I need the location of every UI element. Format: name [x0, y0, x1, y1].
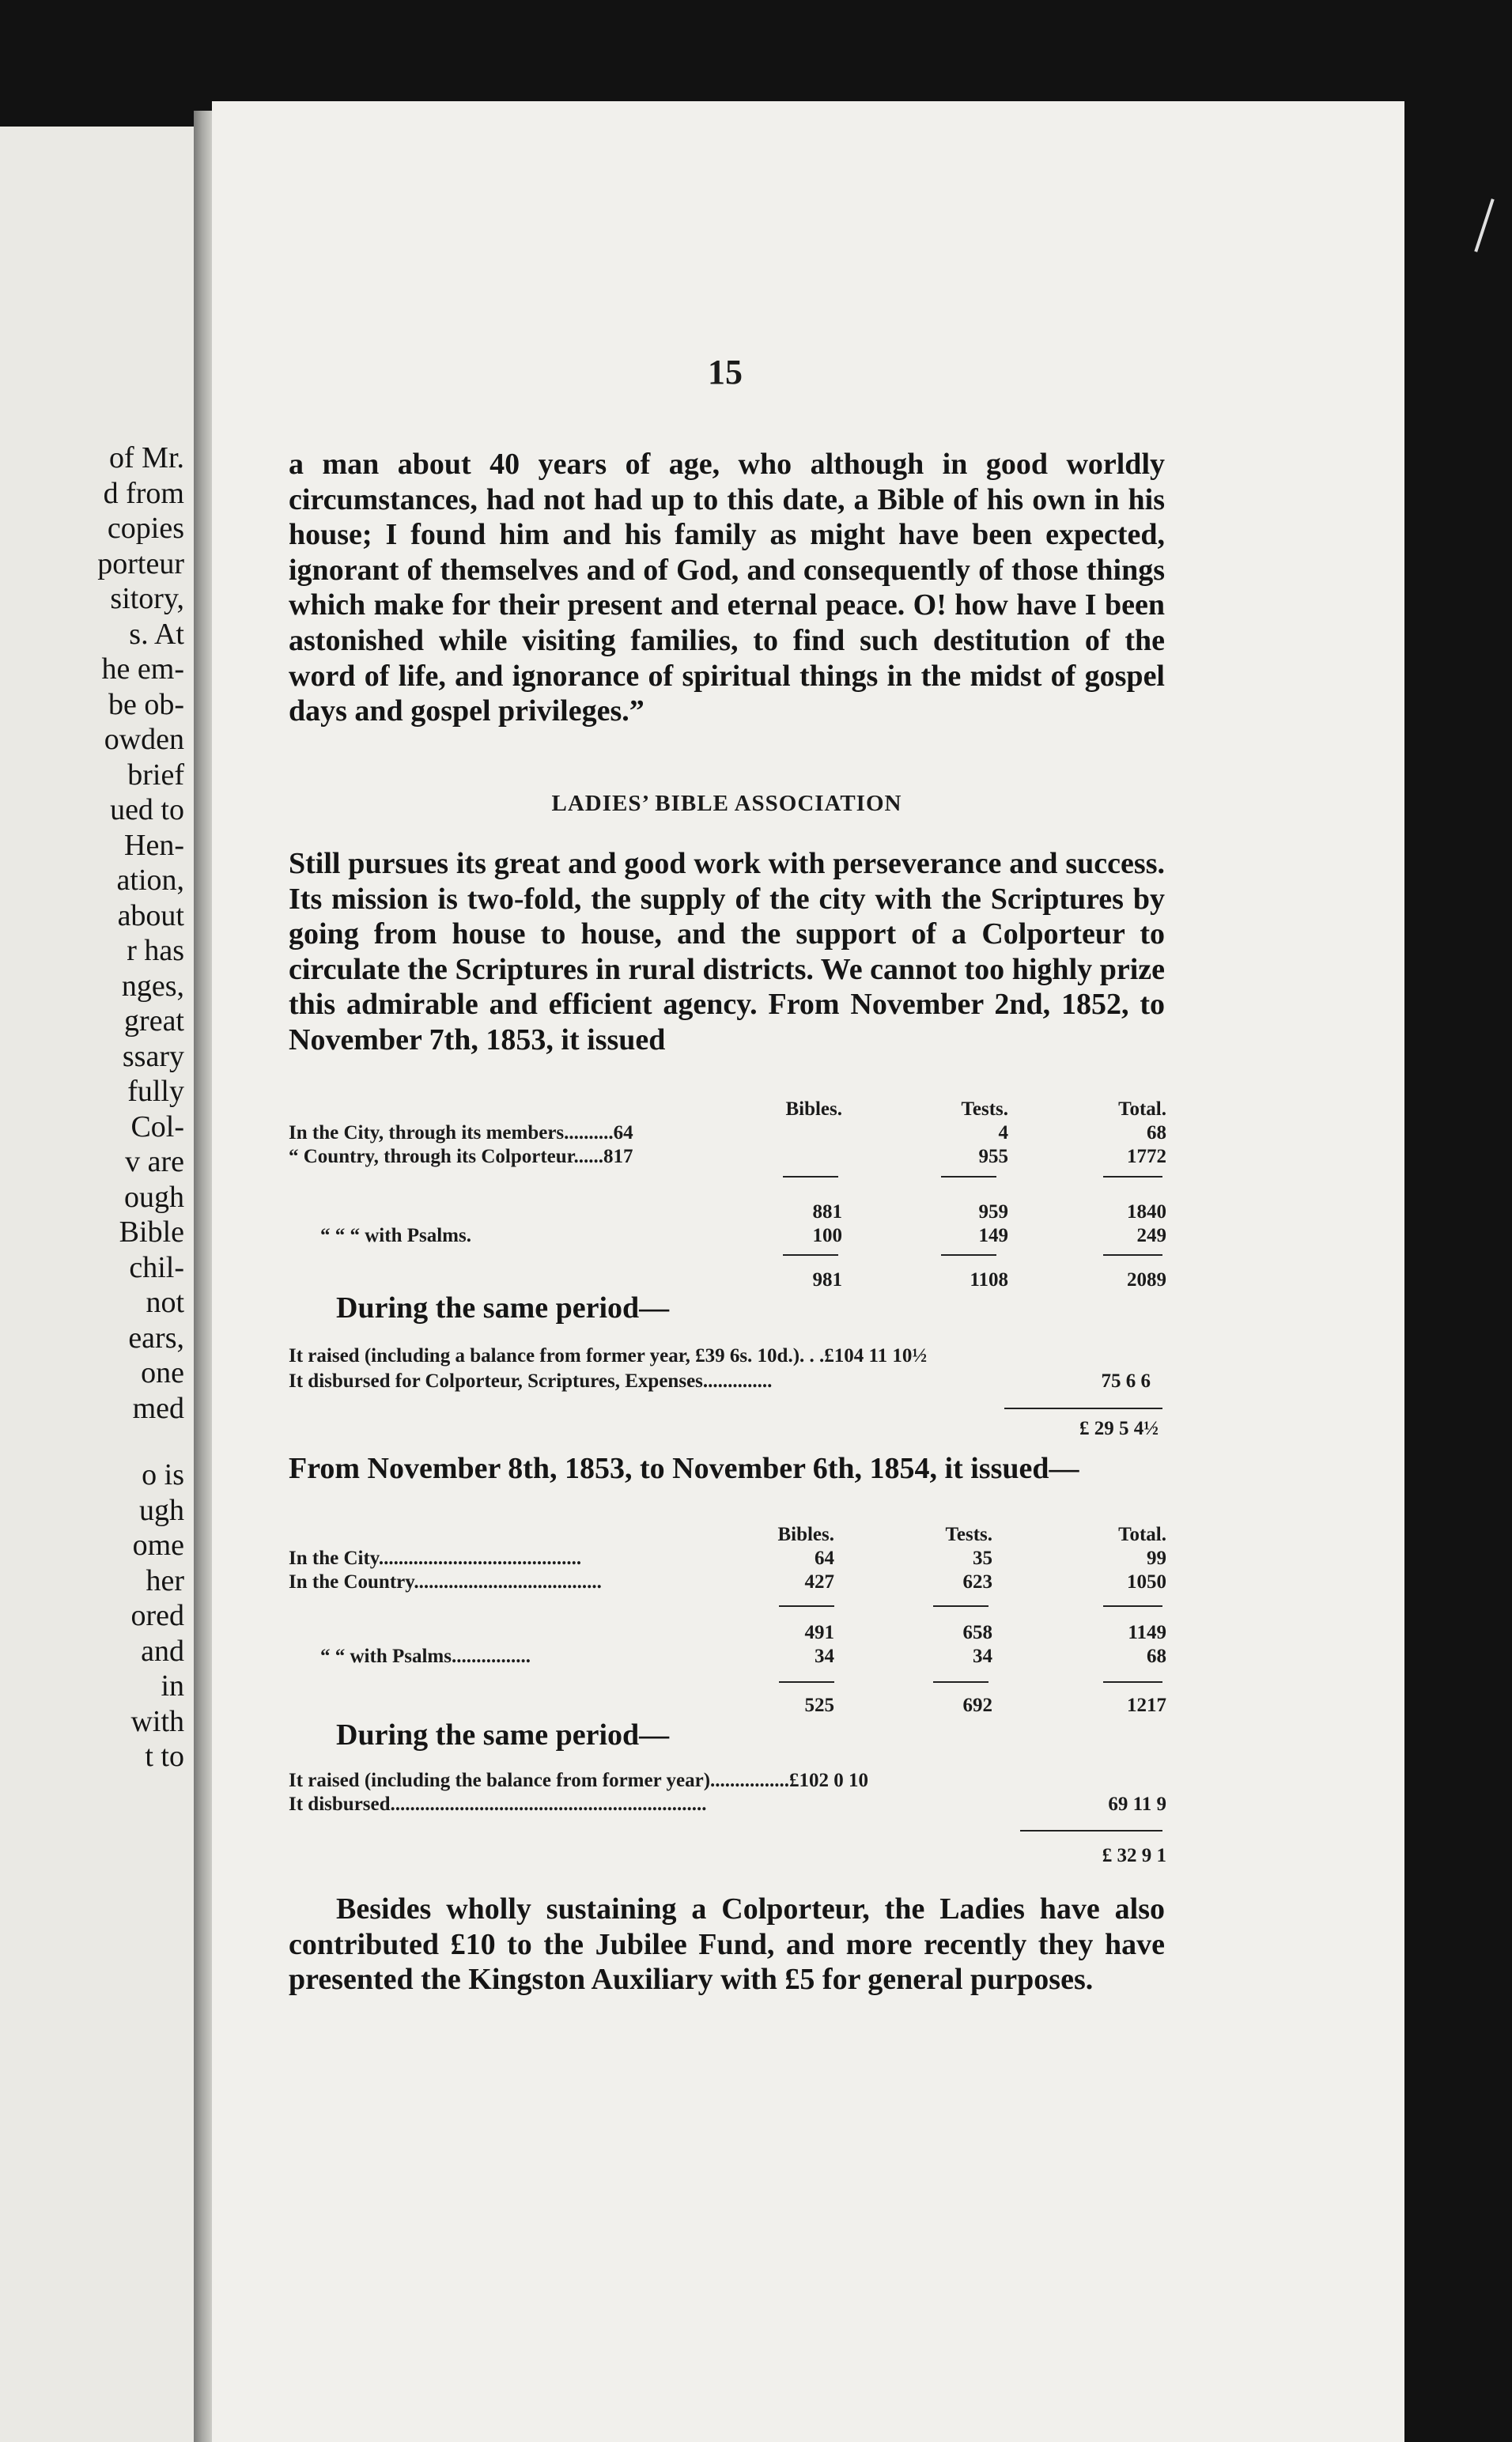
left-page-fragment: t to	[145, 1740, 184, 1773]
period2-paragraph: From November 8th, 1853, to November 6th, 1854, it issued—	[289, 1452, 1079, 1485]
table1-row5-total: 2089	[1127, 1269, 1166, 1291]
table2-rule	[933, 1681, 988, 1683]
table1-row2-tests: 955	[978, 1146, 1008, 1167]
finance2-raised: It raised (including the balance from former year)................£102 0 10	[289, 1770, 869, 1791]
table2-row4-label: “ “ with Psalms................	[320, 1646, 531, 1667]
left-page-fragment: med	[132, 1391, 184, 1425]
table2-row2-label: In the Country......................................	[289, 1571, 602, 1593]
table-row	[289, 1268, 1165, 1292]
edge-mark	[1474, 198, 1494, 252]
left-page-fragment: he em-	[101, 652, 184, 686]
finance1-disbursed-row	[289, 1370, 1165, 1393]
left-page-fragment: sitory,	[110, 582, 184, 615]
table-row	[289, 1121, 1165, 1145]
table1-row4-bibles: 100	[812, 1225, 842, 1246]
period1-heading: During the same period—	[336, 1291, 670, 1325]
finance2-rule	[1020, 1830, 1162, 1832]
table2-tests-header: Tests.	[945, 1524, 992, 1545]
left-page-fragment: one	[141, 1356, 184, 1389]
left-page-fragment: r has	[127, 934, 184, 967]
left-page-fragment: owden	[104, 723, 184, 756]
book-gutter	[194, 111, 213, 2442]
table2-row5-total: 1217	[1127, 1695, 1166, 1716]
left-page-fragment: not	[146, 1286, 184, 1319]
table-row	[289, 1200, 1165, 1224]
table2-row3-tests: 658	[962, 1622, 992, 1643]
finance2-disbursed-row	[289, 1793, 1165, 1816]
left-page-fragment: ough	[124, 1180, 184, 1214]
finance1-raised: It raised (including a balance from former year, £39 6s. 10d.). . .£104 11 10½	[289, 1345, 928, 1367]
table2-row4-bibles: 34	[815, 1646, 834, 1667]
table2-rule	[1103, 1681, 1162, 1683]
table2-rule	[779, 1681, 834, 1683]
table-row	[289, 1145, 1165, 1169]
left-page-fragment: ssary	[122, 1039, 184, 1073]
left-page-fragment: great	[124, 1004, 184, 1038]
finance1-balance: £ 29 5 4½	[1079, 1418, 1159, 1439]
left-page-fragment: be ob-	[108, 687, 184, 721]
left-page-fragment: Bible	[119, 1215, 184, 1249]
table1-row4-tests: 149	[978, 1225, 1008, 1246]
left-page-fragment: d from	[103, 476, 184, 510]
table2-header	[289, 1523, 1165, 1547]
table1-rule	[941, 1176, 996, 1178]
period2-heading: During the same period—	[336, 1718, 670, 1752]
page-number: 15	[708, 353, 743, 391]
table1-row3-bibles: 881	[812, 1201, 842, 1223]
table1-row1-total: 68	[1147, 1122, 1166, 1144]
table1-row5-bibles: 981	[812, 1269, 842, 1291]
table1-row4-label: “ “ “ with Psalms.	[320, 1225, 471, 1246]
table1-row5-tests: 1108	[970, 1269, 1008, 1291]
table1-row3-tests: 959	[978, 1201, 1008, 1223]
left-page-fragment: and	[141, 1634, 184, 1668]
left-page-fragment: s. At	[129, 617, 184, 651]
table1-rule	[783, 1254, 838, 1256]
finance2-balance: £ 32 9 1	[1102, 1845, 1166, 1866]
table2-row1-bibles: 64	[815, 1548, 834, 1569]
table-row	[289, 1547, 1165, 1571]
left-page-fragment: copies	[107, 512, 184, 545]
left-page-fragment: Hen-	[124, 828, 184, 862]
left-page-fragment: about	[117, 898, 184, 932]
left-page-fragment: ored	[130, 1599, 184, 1632]
table1-row1-tests: 4	[998, 1122, 1008, 1144]
left-page-fragment: porteur	[97, 546, 184, 580]
left-page-fragment: chil-	[129, 1250, 184, 1284]
association-paragraph: Still pursues its great and good work with perseverance and success. Its mission is two-fold, the supply of the city with the Scriptures by going from house to house, and the support of a Colporteur to circulate the Scriptures in rural districts. We cannot too highly prize this admirable and efficient agency. From November 2nd, 1852, to November 7th, 1853, it issued	[289, 847, 1165, 1057]
left-page-fragment: ears,	[128, 1321, 184, 1355]
left-page-fragment: Col-	[130, 1109, 184, 1144]
table1-rule	[1103, 1176, 1162, 1178]
closing-paragraph: Besides wholly sustaining a Colporteur, the Ladies have also contributed £10 to the Jubilee Fund, and more recently they have presented the Kingston Auxiliary with £5 for general purposes.	[289, 1892, 1165, 1997]
table2-bibles-header: Bibles.	[777, 1524, 834, 1545]
finance2-balance-row	[289, 1844, 1165, 1868]
intro-paragraph: a man about 40 years of age, who although in good worldly circumstances, had not had up to this date, a Bible of his own in his house; I found him and his family as might have been expected, ignorant of themselves and of God, and consequently of those things which make for their present and eternal peace. O! how have I been astonished while visiting families, to find such destitution of the word of life, and ignorance of spiritual things in the midst of gospel days and gospel privileges.”	[289, 448, 1165, 728]
table-row	[289, 1621, 1165, 1645]
table1-row2-total: 1772	[1127, 1146, 1166, 1167]
finance2-disbursed-label: It disbursed................................................................	[289, 1794, 707, 1815]
table2-row4-total: 68	[1147, 1646, 1166, 1667]
finance2-raised-row	[289, 1769, 1165, 1793]
left-page-fragment: in	[161, 1669, 184, 1703]
table2-total-header: Total.	[1118, 1524, 1166, 1545]
left-page-fragment: o is	[142, 1458, 184, 1491]
finance2-disbursed-amount: 69 11 9	[1108, 1794, 1166, 1815]
table2-row2-total: 1050	[1127, 1571, 1166, 1593]
left-page-edge	[0, 127, 194, 2442]
table2-row3-bibles: 491	[804, 1622, 834, 1643]
finance1-balance-row	[289, 1417, 1165, 1441]
table1-tests-header: Tests.	[961, 1098, 1008, 1120]
table2-row5-tests: 692	[962, 1695, 992, 1716]
left-page-fragment: v are	[125, 1145, 184, 1178]
finance1-disbursed-label: It disbursed for Colporteur, Scriptures, Expenses..............	[289, 1370, 773, 1392]
table1-rule	[1103, 1254, 1162, 1256]
left-page-fragment: ome	[132, 1529, 184, 1562]
table1-total-header: Total.	[1118, 1098, 1166, 1120]
table2-row2-tests: 623	[962, 1571, 992, 1593]
finance1-disbursed-amount: 75 6 6	[1101, 1370, 1151, 1392]
section-heading: LADIES’ BIBLE ASSOCIATION	[551, 791, 902, 816]
table1-row3-total: 1840	[1127, 1201, 1166, 1223]
table1-row1-label: In the City, through its members..........64	[289, 1122, 633, 1144]
table2-rule	[1103, 1605, 1162, 1607]
table1-bibles-header: Bibles.	[785, 1098, 842, 1120]
left-page-fragment: her	[146, 1563, 184, 1597]
table2-row1-total: 99	[1147, 1548, 1166, 1569]
finance1-raised-row	[289, 1344, 1165, 1368]
table1-rule	[941, 1254, 996, 1256]
table-row	[289, 1571, 1165, 1594]
table2-rule	[933, 1605, 988, 1607]
left-page-fragment: ugh	[139, 1493, 184, 1527]
table-row	[289, 1694, 1165, 1718]
table-row	[289, 1224, 1165, 1248]
table1-row4-total: 249	[1136, 1225, 1166, 1246]
table1-rule	[783, 1176, 838, 1178]
table2-row1-label: In the City.........................................	[289, 1548, 582, 1569]
table2-rule	[779, 1605, 834, 1607]
table2-row1-tests: 35	[973, 1548, 992, 1569]
table-row	[289, 1645, 1165, 1669]
left-page-fragment: of Mr.	[109, 441, 184, 474]
table1-row2-label: “ Country, through its Colporteur......817	[289, 1146, 633, 1167]
left-page-fragment: brief	[127, 758, 184, 792]
left-page-fragment: with	[130, 1704, 184, 1738]
left-page-fragment: ued to	[110, 793, 184, 826]
left-page-fragment: fully	[127, 1075, 184, 1108]
left-page-fragment: ation,	[116, 864, 184, 897]
table1-header	[289, 1098, 1165, 1121]
table2-row4-tests: 34	[973, 1646, 992, 1667]
left-page-fragment: nges,	[121, 969, 184, 1003]
table2-row2-bibles: 427	[804, 1571, 834, 1593]
table2-row5-bibles: 525	[804, 1695, 834, 1716]
table2-row3-total: 1149	[1128, 1622, 1166, 1643]
finance1-rule	[1004, 1408, 1162, 1409]
